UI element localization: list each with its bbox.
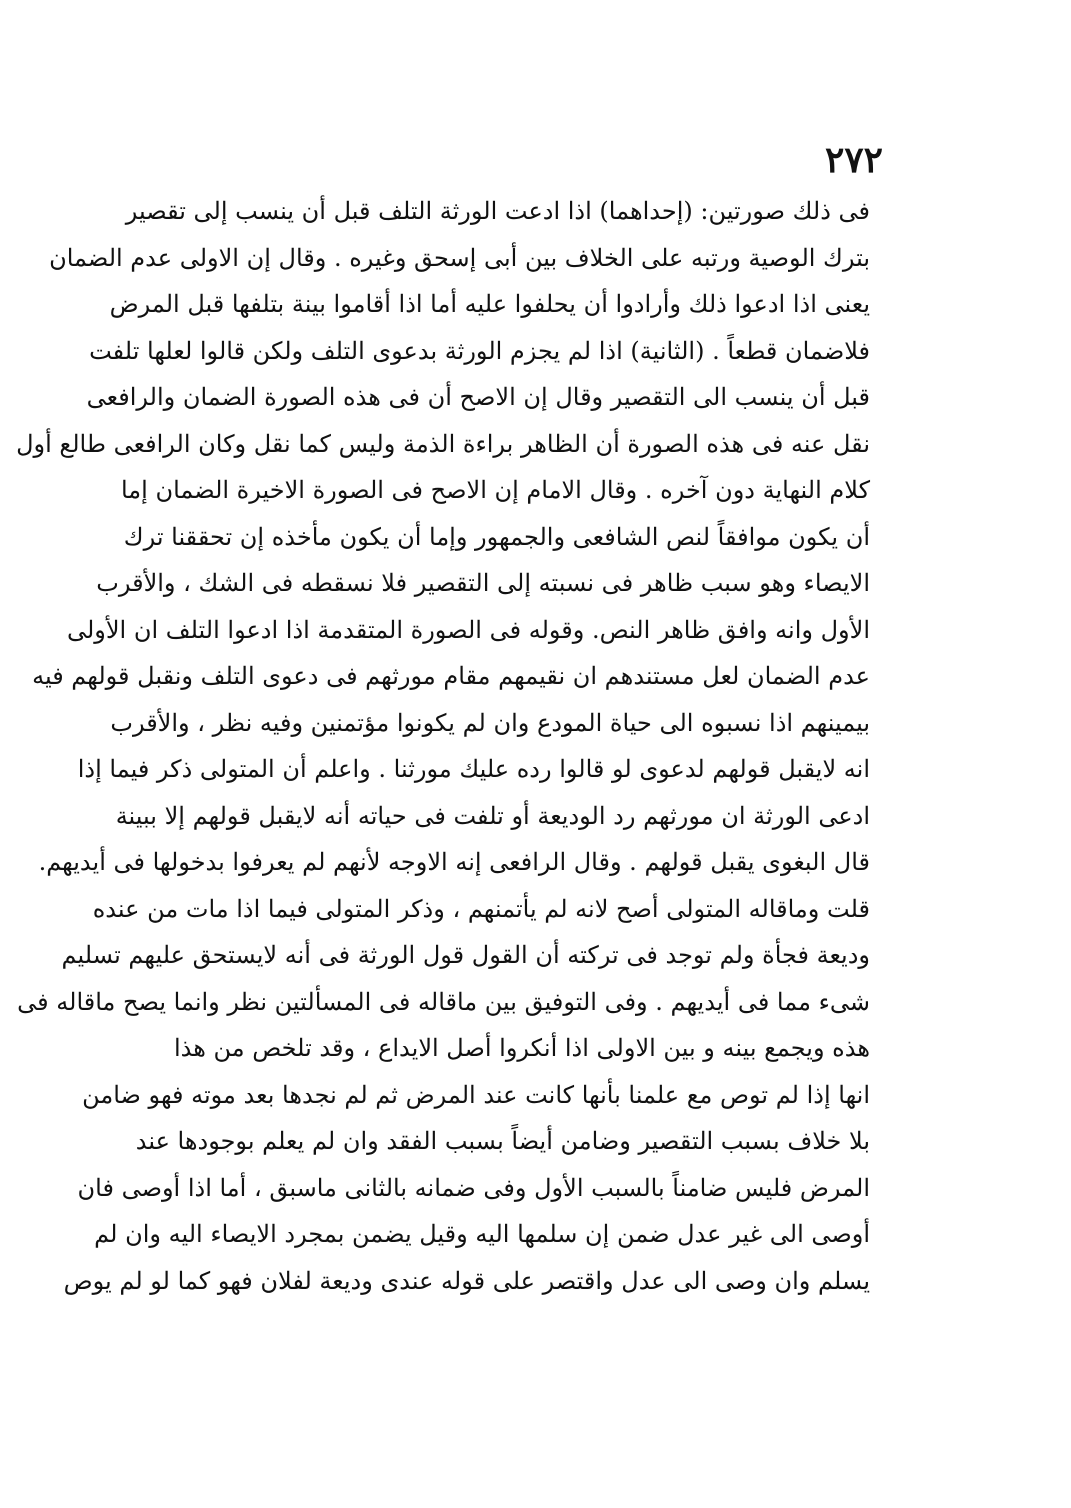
text-line: انها إذا لم توص مع علمنا بأنها كانت عند المرض ثم لم نجدها بعد موته فهو ضامن	[82, 1080, 870, 1109]
text-line: بيمينهم اذا نسبوه الى حياة المودع وان لم يكونوا مؤتمنين وفيه نظر ، والأقرب	[110, 708, 870, 737]
text-line: الأول وانه وافق ظاهر النص. وقوله فى الصورة المتقدمة اذا ادعوا التلف ان الأولى	[66, 615, 870, 644]
text-line: ادعى الورثة ان مورثهم رد الوديعة أو تلفت فى حياته أنه لايقبل قولهم إلا ببينة	[115, 801, 870, 830]
text-line: وديعة فجأة ولم توجد فى تركته أن القول قول الورثة فى أنه لايستحق عليهم تسليم	[61, 941, 870, 969]
text-line: المرض فليس ضامناً بالسبب الأول وفى ضمانه بالثانى ماسبق ، أما اذا أوصى فان	[77, 1173, 870, 1202]
text-line: بلا خلاف بسبب التقصير وضامن أيضاً بسبب الفقد وان لم يعلم بوجودها عند	[135, 1127, 870, 1155]
text-line: يسلم وان وصى الى عدل واقتصر على قوله عندى وديعة لفلان فهو كما لو لم يوص	[63, 1266, 870, 1295]
text-line: عدم الضمان لعل مستندهم ان نقيمهم مقام مورثهم فى دعوى التلف ونقبل قولهم فيه	[32, 662, 870, 690]
text-line: كلام النهاية دون آخره . وقال الامام إن الاصح فى الصورة الاخيرة الضمان إما	[120, 476, 870, 504]
text-line: هذه ويجمع بينه و بين الاولى اذا أنكروا أصل الايداع ، وقد تلخص من هذا	[173, 1034, 870, 1062]
text-line: قبل أن ينسب الى التقصير وقال إن الاصح أن فى هذه الصورة الضمان والرافعى	[86, 383, 870, 411]
text-line: فلاضمان قطعاً . (الثانية) اذا لم يجزم الورثة بدعوى التلف ولكن قالوا لعلها تلفت	[89, 336, 870, 365]
text-line: فى ذلك صورتين: (إحداهما) اذا ادعت الورثة التلف قبل أن ينسب إلى تقصير	[125, 197, 870, 225]
body-text	[16, 188, 870, 1304]
text-line: يعنى اذا ادعوا ذلك وأرادوا أن يحلفوا عليه أما اذا أقاموا بينة بتلفها قبل المرض	[109, 290, 870, 318]
text-line: انه لايقبل قولهم لدعوى لو قالوا رده عليك مورثنا . واعلم أن المتولى ذكر فيما إذا	[77, 755, 870, 783]
text-line: شىء مما فى أيديهم . وفى التوفيق بين ماقاله فى المسألتين نظر وانما يصح ماقاله فى	[17, 987, 870, 1016]
page-number: ٢٧٢	[824, 139, 883, 181]
text-line: قلت وماقاله المتولى أصح لانه لم يأتمنهم ، وذكر المتولى فيما اذا مات من عنده	[92, 894, 870, 923]
text-line: نقل عنه فى هذه الصورة أن الظاهر براءة الذمة وليس كما نقل وكان الرافعى طالع أول	[16, 429, 870, 458]
text-line: الايصاء وهو سبب ظاهر فى نسبته إلى التقصير فلا نسقطه فى الشك ، والأقرب	[96, 569, 870, 597]
text-line: قال البغوى يقبل قولهم . وقال الرافعى إنه الاوجه لأنهم لم يعرفوا بدخولها فى أيديهم.	[38, 848, 870, 876]
text-line: أن يكون موافقاً لنص الشافعى والجمهور وإما أن يكون مأخذه إن تحققنا ترك	[123, 522, 870, 551]
text-line: بترك الوصية ورتبه على الخلاف بين أبى إسحق وغيره . وقال إن الاولى عدم الضمان	[49, 243, 870, 272]
text-line: أوصى الى غير عدل ضمن إن سلمها اليه وقيل يضمن بمجرد الايصاء اليه وان لم	[94, 1220, 870, 1248]
